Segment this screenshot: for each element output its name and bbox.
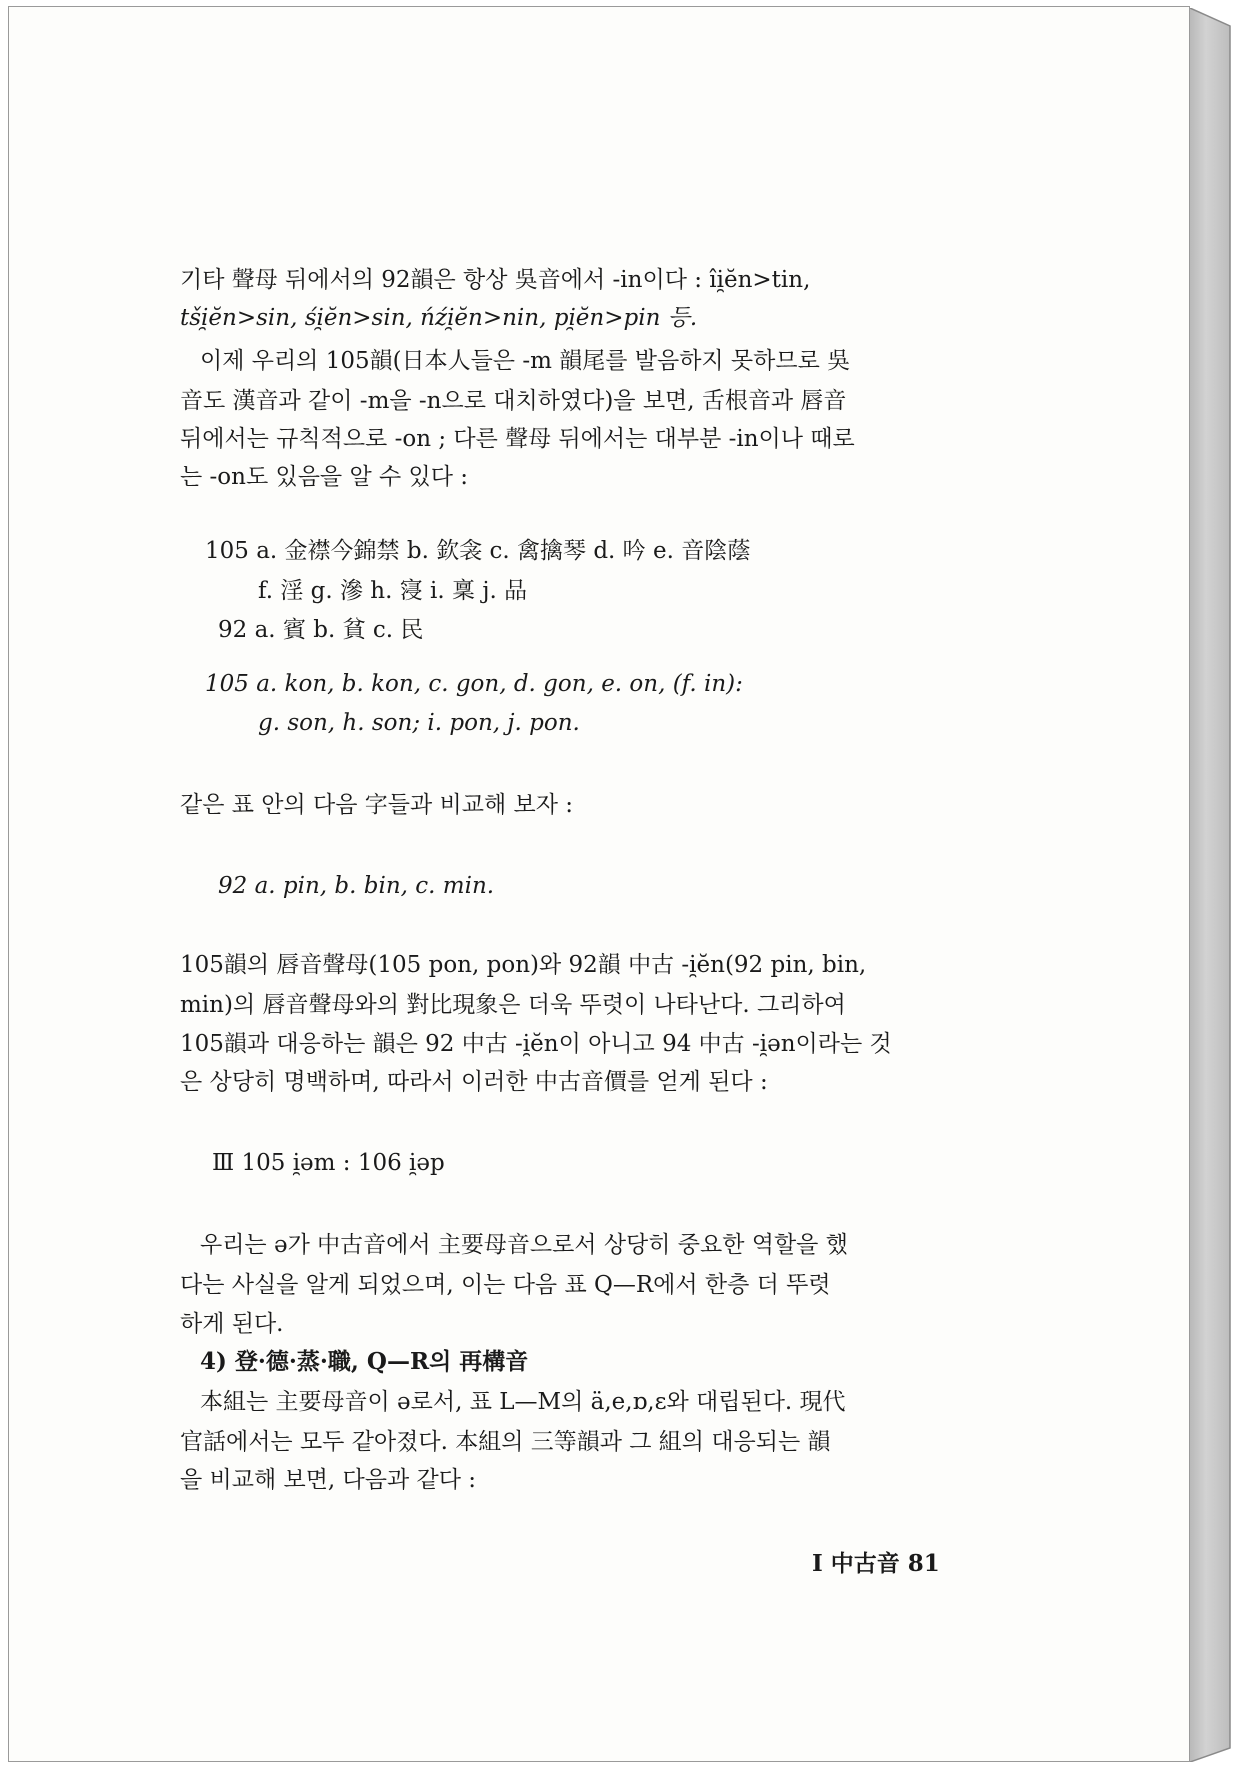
text-line: 우리는 ə가 中古音에서 主要母音으로서 상당히 중요한 역할을 했: [200, 1232, 848, 1258]
text-line: 뒤에서는 규칙적으로 -on ; 다른 聲母 뒤에서는 대부분 -in이나 때로: [180, 426, 855, 452]
example-line: 92 a. 賓 b. 貧 c. 民: [218, 617, 424, 643]
text-line: 音도 漢音과 같이 -m을 -n으로 대치하였다)을 보면, 舌根音과 唇音: [180, 388, 847, 414]
text-line: min)의 唇音聲母와의 對比現象은 더욱 뚜렷이 나타난다. 그리하여: [180, 992, 846, 1018]
text-line: 은 상당히 명백하며, 따라서 이러한 中古音價를 얻게 된다 :: [180, 1069, 768, 1095]
page-footer: I 中古音 81: [812, 1550, 940, 1577]
section-heading: 4) 登·德·蒸·職, Q—R의 再構音: [200, 1348, 529, 1375]
page-edge: [1190, 8, 1230, 1762]
text-line: 官話에서는 모두 같아졌다. 本組의 三等韻과 그 組의 대응되는 韻: [180, 1429, 831, 1455]
text-line: tši̯ĕn>sin, śi̯ĕn>sin, ńźi̯ĕn>nin, pi̯ĕn>pin 등.: [180, 305, 698, 331]
text-line: 는 -on도 있음을 알 수 있다 :: [180, 464, 469, 490]
text-line: 다는 사실을 알게 되었으며, 이는 다음 표 Q—R에서 한층 더 뚜렷: [180, 1272, 831, 1298]
text-line: 105韻과 대응하는 韻은 92 中古 -i̯ĕn이 아니고 94 中古 -i̯ən이라는 것: [180, 1031, 892, 1057]
example-line: 92 a. pin, b. bin, c. min.: [218, 873, 495, 899]
text-line: 이제 우리의 105韻(日本人들은 -m 韻尾를 발음하지 못하므로 吳: [200, 348, 851, 374]
formula-line: Ⅲ 105 i̯əm : 106 i̯əp: [212, 1150, 445, 1176]
example-line: 105 a. 金襟今錦禁 b. 欽衾 c. 禽擒琴 d. 吟 e. 音陰蔭: [205, 538, 751, 564]
text-line: 기타 聲母 뒤에서의 92韻은 항상 吳音에서 -in이다 : îi̯ĕn>tin,: [180, 267, 811, 293]
example-line: 105 a. kon, b. kon, c. gon, d. gon, e. on, (f. in):: [205, 671, 743, 697]
example-line: f. 淫 g. 滲 h. 寖 i. 稟 j. 品: [258, 578, 528, 604]
text-line: 本組는 主要母音이 ə로서, 표 L—M의 ä,e,ɒ,ɛ와 대립된다. 現代: [200, 1389, 846, 1415]
text-line: 같은 표 안의 다음 字들과 비교해 보자 :: [180, 792, 573, 818]
text-line: 을 비교해 보면, 다음과 같다 :: [180, 1467, 477, 1493]
text-line: 105韻의 唇音聲母(105 pon, pon)와 92韻 中古 -i̯ĕn(92 pin, bin,: [180, 952, 867, 978]
example-line: g. son, h. son; i. pon, j. pon.: [258, 710, 580, 736]
text-line: 하게 된다.: [180, 1311, 284, 1337]
